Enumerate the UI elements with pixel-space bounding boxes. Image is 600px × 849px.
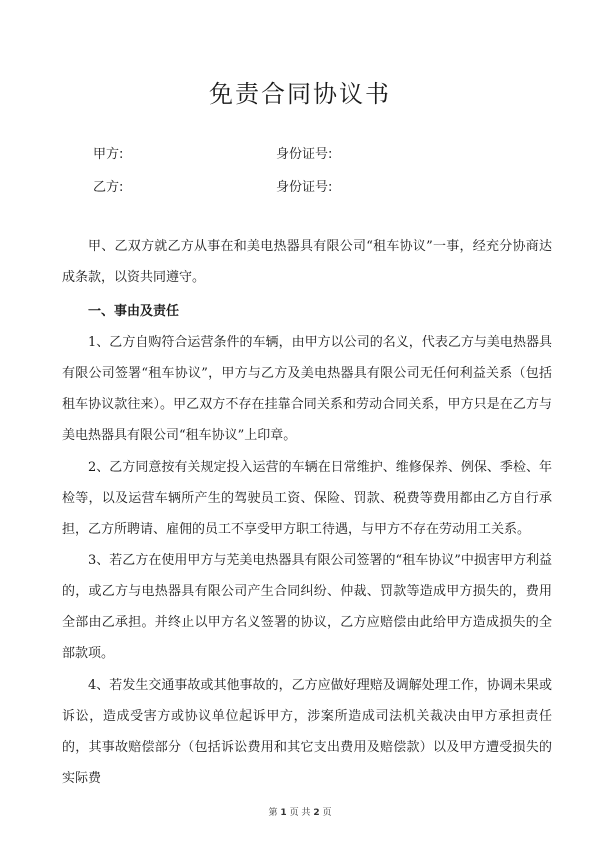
party-b-label: 乙方: (93, 180, 124, 195)
party-b-id-label: 身份证号: (276, 180, 333, 195)
footer-page-number: 1 (280, 808, 287, 818)
section-heading: 一、事由及责任 (88, 304, 180, 319)
intro-paragraph (62, 231, 552, 293)
party-a-id-label: 身份证号: (276, 147, 333, 162)
clause-1-text: 1、乙方自购符合运营条件的车辆，由甲方以公司的名义，代表乙方与美电热器具有限公司签署“租车协议”，甲方与乙方及美电热器具有限公司无任何利益关系（包括租车协议款往来）。甲乙双方不存在挂靠合同关系和劳动合同关系，甲方只是在乙方与美电热器具有限公司“租车协议”上印章。 (62, 335, 552, 443)
clause-3-text: 3、若乙方在使用甲方与芜美电热器具有限公司签署的“租车协议”中损害甲方利益的，或乙方与电热器具有限公司产生合同纠纷、仲裁、罚款等造成甲方损失的，费用全部由乙承担。并终止以甲方名义签署的协议，乙方应赔偿由此给甲方造成损失的全部款项。 (62, 553, 552, 661)
clause-2 (62, 452, 552, 545)
clause-1 (62, 327, 552, 451)
footer-suffix: 页 (322, 808, 332, 818)
footer-mid: 页 共 (289, 808, 311, 818)
clause-2-text: 2、乙方同意按有关规定投入运营的车辆在日常维护、维修保养、例保、季检、年检等，以及运营车辆所产生的驾驶员工资、保险、罚款、税费等费用都由乙方自行承担，乙方所聘请、雇佣的员工不享受甲方职工待遇，与甲方不存在劳动用工关系。 (62, 460, 552, 537)
clause-4 (62, 670, 552, 794)
document-title: 免责合同协议书 (209, 80, 391, 108)
clause-3 (62, 545, 552, 669)
footer-prefix: 第 (268, 808, 278, 818)
party-a-label: 甲方: (93, 147, 124, 162)
clause-4-text: 4、若发生交通事故或其他事故的，乙方应做好理赔及调解处理工作，协调未果或诉讼，造成受害方或协议单位起诉甲方，涉案所造成司法机关裁决由甲方承担责任的，其事故赔偿部分（包括诉讼费用和其它支出费用及赔偿款）以及甲方遭受损失的实际费 (62, 678, 552, 786)
intro-text: 甲、乙双方就乙方从事在和美电热器具有限公司“租车协议”一事，经充分协商达成条款，以资共同遵守。 (62, 239, 552, 285)
footer-total-pages: 2 (313, 808, 320, 818)
page-footer (0, 805, 600, 818)
